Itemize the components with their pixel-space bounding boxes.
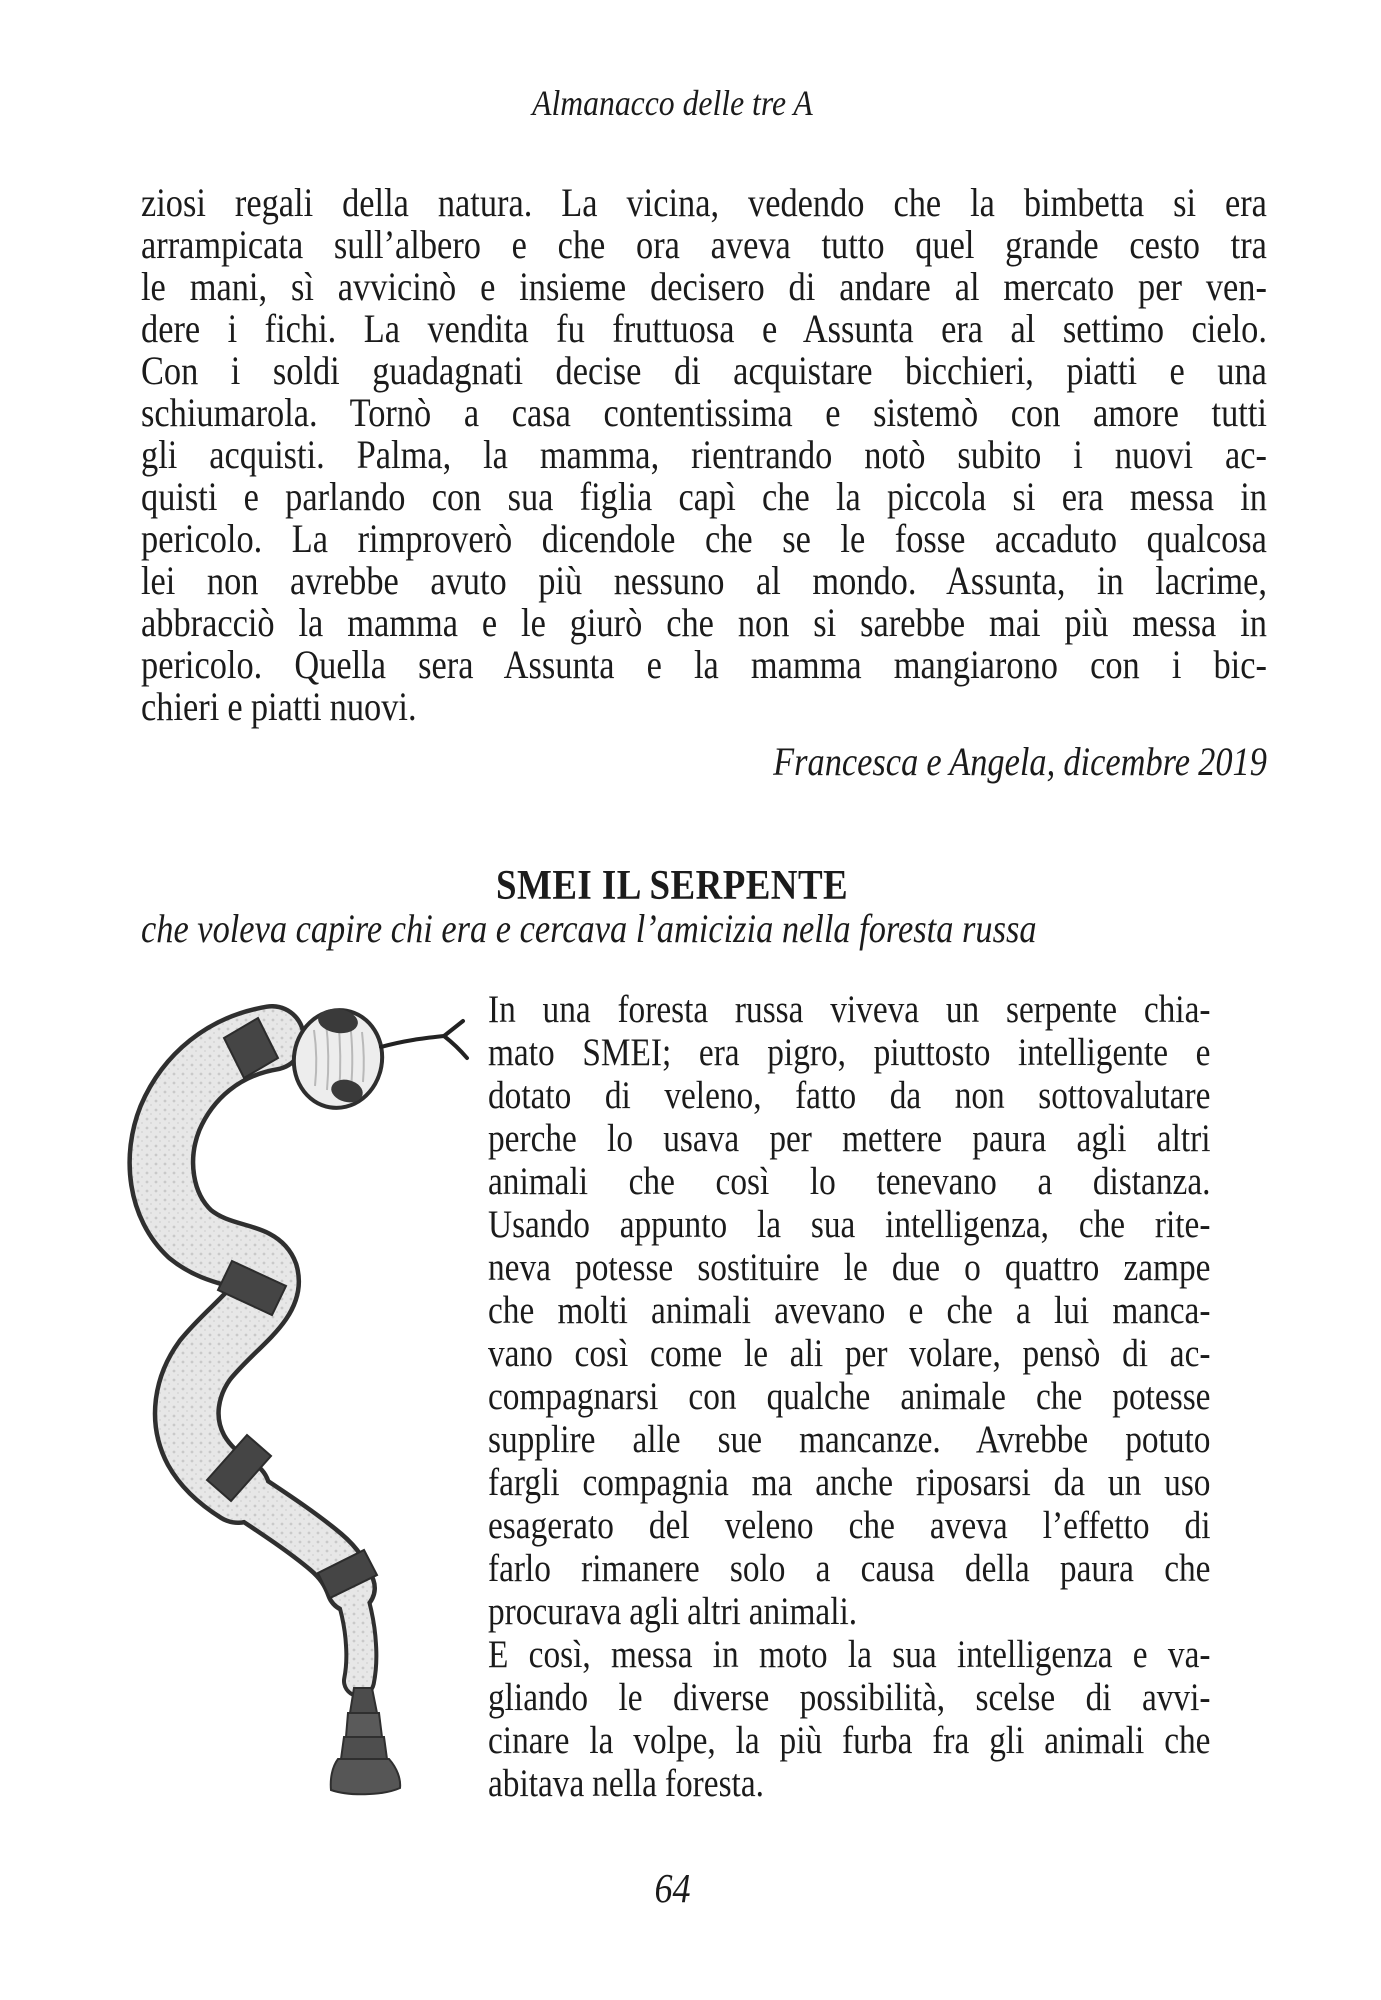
- text-line: E così, messa in moto la sua intelligenza e va-: [488, 1633, 1211, 1676]
- text-line: compagnarsi con qualche animale che potesse: [488, 1375, 1211, 1418]
- text-line: che molti animali avevano e che a lui manca-: [488, 1289, 1211, 1332]
- running-header: [77, 82, 1267, 124]
- text-line: schiumarola. Tornò a casa contentissima e sistemò con amore tutti: [141, 390, 1267, 435]
- running-header-text: Almanacco delle tre A: [531, 83, 813, 123]
- text-line: dotato di veleno, fatto da non sottovalutare: [488, 1074, 1211, 1117]
- text-line: Usando appunto la sua intelligenza, che rite-: [488, 1203, 1211, 1246]
- text-line: procurava agli altri animali.: [488, 1590, 858, 1633]
- story-fichi-paragraph: [141, 182, 1267, 783]
- section-title-text: SMEI IL SERPENTE: [495, 863, 849, 909]
- snake-rattle: [331, 1688, 400, 1794]
- snake-head: [286, 1003, 390, 1115]
- snake-tongue-icon: [381, 1021, 467, 1058]
- snake-illustration: [120, 990, 480, 1810]
- text-line: Con i soldi guadagnati decise di acquistare bicchieri, piatti e una: [141, 348, 1267, 393]
- text-line: dere i fichi. La vendita fu fruttuosa e Assunta era al settimo cielo.: [141, 306, 1267, 351]
- text-line: In una foresta russa viveva un serpente chia-: [488, 988, 1211, 1031]
- text-line: chieri e piatti nuovi.: [141, 684, 417, 729]
- section-subtitle: che voleva capire chi era e cercava l’amicizia nella foresta russa: [141, 906, 1037, 951]
- text-line: cinare la volpe, la più furba fra gli animali che: [488, 1719, 1211, 1762]
- text-line: farlo rimanere solo a causa della paura che: [488, 1547, 1211, 1590]
- text-line: pericolo. La rimproverò dicendole che se le fosse accaduto qualcosa: [141, 516, 1267, 561]
- text-line: animali che così lo tenevano a distanza.: [488, 1160, 1211, 1203]
- story-attribution: Francesca e Angela, dicembre 2019: [773, 739, 1267, 784]
- text-line: pericolo. Quella sera Assunta e la mamma mangiarono con i bic-: [141, 642, 1267, 687]
- text-line: abbracciò la mamma e le giurò che non si sarebbe mai più messa in: [141, 600, 1267, 645]
- text-line: gli acquisti. Palma, la mamma, rientrando notò subito i nuovi ac-: [141, 432, 1267, 477]
- story-smei-paragraph: [488, 988, 1210, 1805]
- page-number-text: 64: [653, 1865, 691, 1911]
- page-number: [77, 1866, 1267, 1910]
- text-line: le mani, sì avvicinò e insieme decisero di andare al mercato per ven-: [141, 264, 1267, 309]
- text-line: ziosi regali della natura. La vicina, vedendo che la bimbetta si era: [141, 180, 1267, 225]
- text-line: mato SMEI; era pigro, piuttosto intelligente e: [488, 1031, 1211, 1074]
- text-line: neva potesse sostituire le due o quattro zampe: [488, 1246, 1211, 1289]
- text-line: lei non avrebbe avuto più nessuno al mondo. Assunta, in lacrime,: [141, 558, 1267, 603]
- text-line: esagerato del veleno che aveva l’effetto di: [488, 1504, 1211, 1547]
- text-line: perche lo usava per mettere paura agli altri: [488, 1117, 1211, 1160]
- text-line: quisti e parlando con sua figlia capì che la piccola si era messa in: [141, 474, 1267, 519]
- text-line: vano così come le ali per volare, pensò di ac-: [488, 1332, 1211, 1375]
- text-line: fargli compagnia ma anche riposarsi da un uso: [488, 1461, 1211, 1504]
- text-line: arrampicata sull’albero e che ora aveva tutto quel grande cesto tra: [141, 222, 1267, 267]
- text-line: abitava nella foresta.: [488, 1762, 764, 1805]
- text-line: supplire alle sue mancanze. Avrebbe potuto: [488, 1418, 1211, 1461]
- text-line: gliando le diverse possibilità, scelse di avvi-: [488, 1676, 1211, 1719]
- section-title: [77, 864, 1267, 908]
